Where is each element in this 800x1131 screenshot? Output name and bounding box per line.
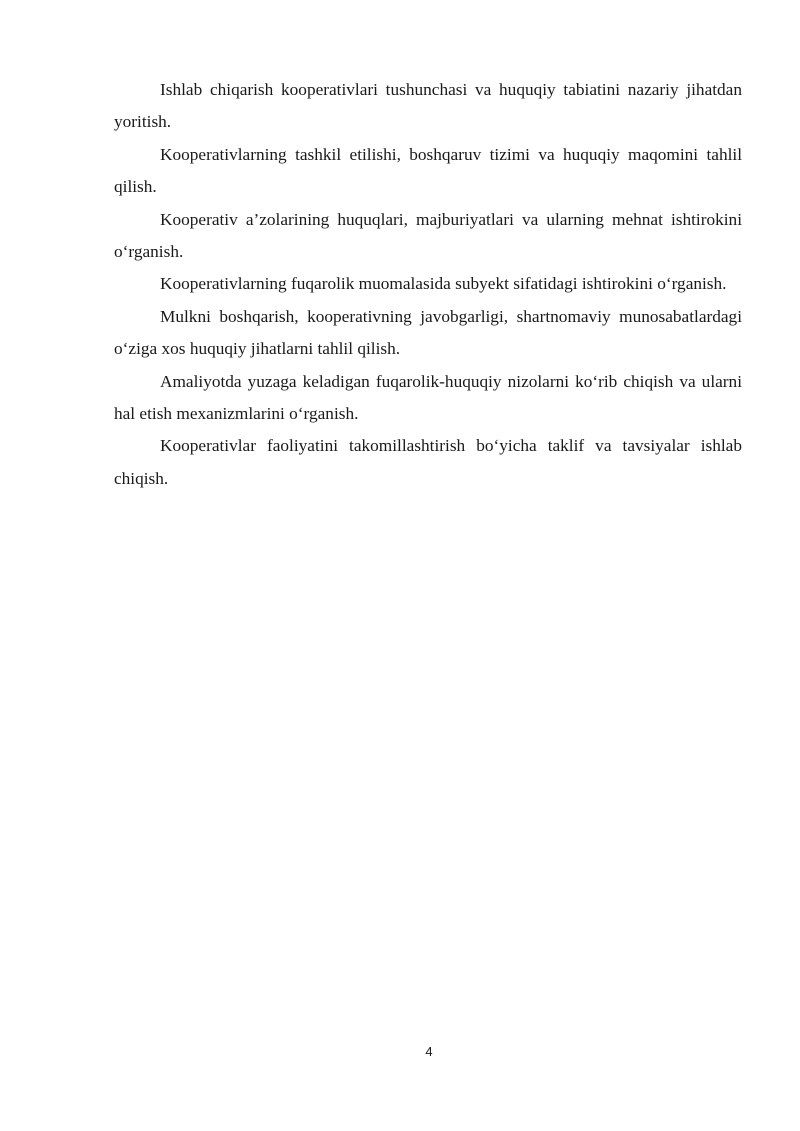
task-paragraph-2: Kooperativlarning tashkil etilishi, boshqaruv tizimi va huquqiy maqomini tahlil qilish. bbox=[114, 144, 742, 197]
task-paragraph-5: Mulkni boshqarish, kooperativning javobgarligi, shartnomaviy munosabatlardagi o‘ziga xos huquqiy jihatlarni tahlil qilish. bbox=[114, 306, 742, 359]
task-paragraph-4: Kooperativlarning fuqarolik muomalasida subyekt sifatidagi ishtirokini o‘rganish. bbox=[160, 274, 727, 294]
document-body bbox=[114, 74, 742, 495]
task-paragraph-3: Kooperativ a’zolarining huquqlari, majburiyatlari va ularning mehnat ishtirokini o‘rganish. bbox=[114, 209, 742, 262]
task-paragraph-7: Kooperativlar faoliyatini takomillashtirish bo‘yicha taklif va tavsiyalar ishlab chiqish. bbox=[114, 436, 742, 488]
task-paragraph-6: Amaliyotda yuzaga keladigan fuqarolik-huquqiy nizolarni ko‘rib chiqish va ularni hal etish mexanizmlarini o‘rganish. bbox=[114, 371, 742, 424]
page-number: 4 bbox=[425, 1044, 433, 1059]
task-paragraph-1: Ishlab chiqarish kooperativlari tushunchasi va huquqiy tabiatini nazariy jihatdan yoritish. bbox=[114, 80, 742, 132]
